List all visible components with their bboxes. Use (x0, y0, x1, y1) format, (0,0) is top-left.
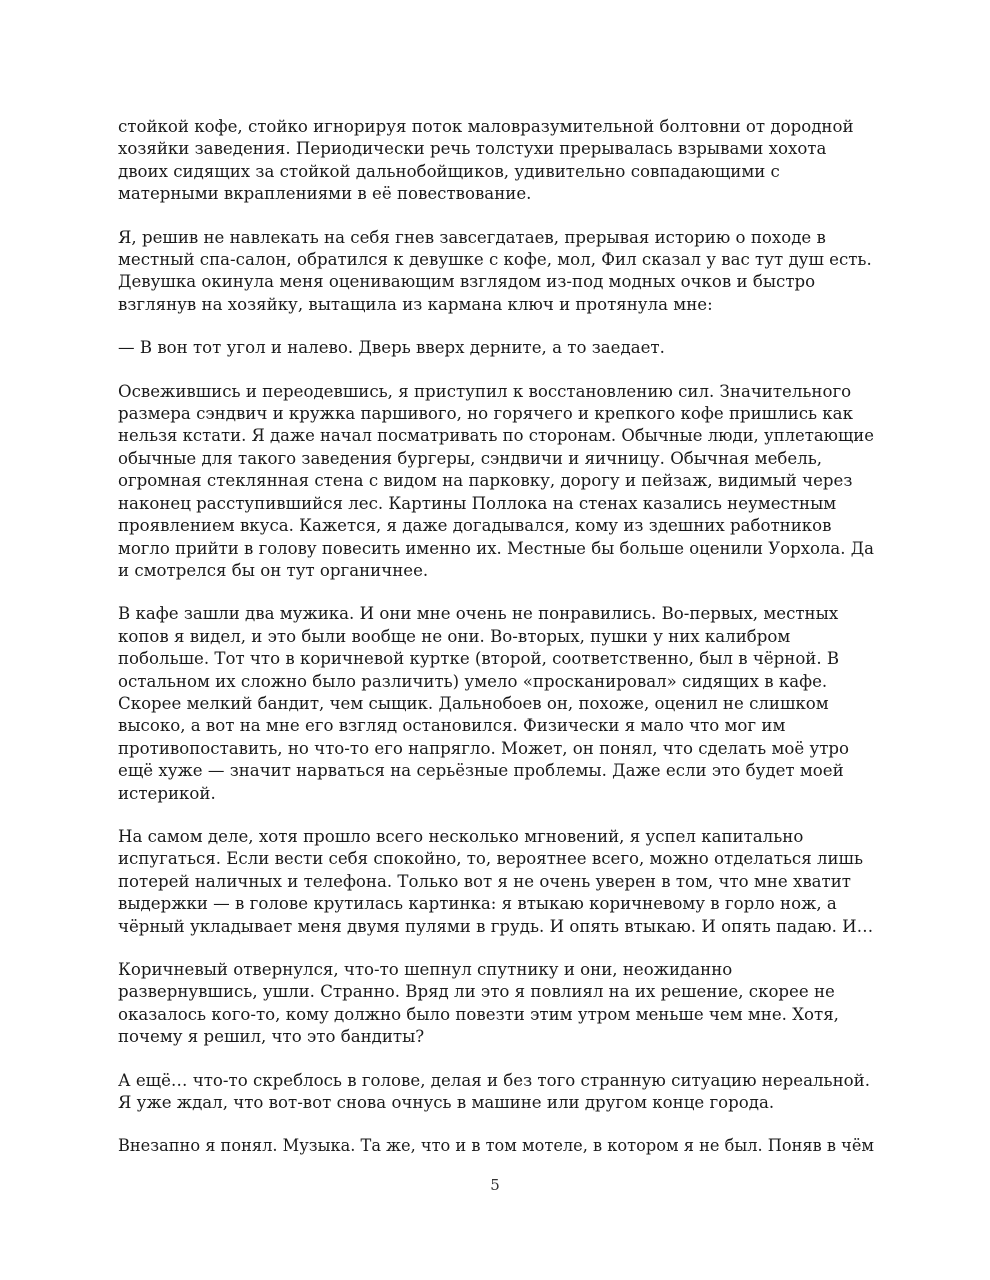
paragraph (118, 381, 874, 583)
text-line: обычные для такого заведения бургеры, сэндвичи и яичницу. Обычная мебель, (118, 448, 823, 468)
paragraph (118, 1135, 874, 1157)
text-line: Я уже ждал, что вот-вот снова очнусь в машине или другом конце города. (118, 1093, 775, 1113)
paragraph (118, 826, 874, 938)
text-line: Девушка окинула меня оценивающим взглядом из-под модных очков и быстро (118, 272, 816, 292)
text-line: чёрный укладывает меня двумя пулями в грудь. И опять втыкаю. И опять падаю. И… (118, 916, 874, 936)
text-line: Скорее мелкий бандит, чем сыщик. Дальнобоев он, похоже, оценил не слишком (118, 693, 829, 713)
text-line: размера сэндвич и кружка паршивого, но горячего и крепкого кофе пришлись как (118, 404, 853, 424)
text-line: хозяйки заведения. Периодически речь толстухи прерывалась взрывами хохота (118, 139, 827, 159)
text-line: наконец расступившийся лес. Картины Поллока на стенах казались неуместным (118, 493, 837, 513)
text-line: матерными вкраплениями в её повествование. (118, 184, 532, 204)
text-line: Освежившись и переодевшись, я приступил к восстановлению сил. Значительного (118, 381, 852, 401)
text-line: потерей наличных и телефона. Только вот я не очень уверен в том, что мне хватит (118, 871, 851, 891)
text-line: Я, решив не навлекать на себя гнев завсегдатаев, прерывая историю о походе в (118, 227, 826, 247)
paragraph (118, 1070, 874, 1115)
text-line: могло прийти в голову повесить именно их. Местные бы больше оценили Уорхола. Да (118, 538, 875, 558)
text-line: высоко, а вот на мне его взгляд остановился. Физически я мало что мог им (118, 716, 786, 736)
text-line: стойкой кофе, стойко игнорируя поток маловразумительной болтовни от дородной (118, 117, 854, 136)
paragraph (118, 227, 874, 317)
text-line: В кафе зашли два мужика. И они мне очень не понравились. Во-первых, местных (118, 604, 839, 624)
paragraph (118, 959, 874, 1049)
text-line: На самом деле, хотя прошло всего несколько мгновений, я успел капитально (118, 826, 804, 846)
paragraph (118, 337, 874, 359)
text-line: А ещё… что-то скреблось в голове, делая и без того странную ситуацию нереальной. (118, 1070, 870, 1090)
text-line: ещё хуже — значит нарваться на серьёзные проблемы. Даже если это будет моей (118, 761, 844, 781)
text-line: огромная стеклянная стена с видом на парковку, дорогу и пейзаж, видимый через (118, 471, 853, 491)
text-line: побольше. Тот что в коричневой куртке (второй, соответственно, был в чёрной. В (118, 649, 840, 669)
text-line: Коричневый отвернулся, что-то шепнул спутнику и они, неожиданно (118, 960, 733, 979)
body-text (118, 116, 874, 1179)
text-line: местный спа-салон, обратился к девушке с кофе, мол, Фил сказал у вас тут душ есть. (118, 250, 872, 270)
page-number: 5 (490, 1176, 500, 1194)
text-line: двоих сидящих за стойкой дальнобойщиков, удивительно совпадающими с (118, 161, 780, 181)
text-line: развернувшись, ушли. Странно. Вряд ли это я повлиял на их решение, скорее не (118, 982, 835, 1002)
paragraph (118, 116, 874, 206)
text-line: противопоставить, но что-то его напрягло. Может, он понял, что сделать моё утро (118, 738, 850, 758)
text-line: почему я решил, что это бандиты? (118, 1027, 425, 1047)
text-line: оказалось кого-то, кому должно было повезти этим утром меньше чем мне. Хотя, (118, 1004, 839, 1024)
text-line: и смотрелся бы он тут органичнее. (118, 560, 429, 580)
text-line: выдержки — в голове крутилась картинка: я втыкаю коричневому в горло нож, а (118, 894, 837, 914)
text-line: Внезапно я понял. Музыка. Та же, что и в том мотеле, в котором я не был. Поняв в чём (118, 1136, 875, 1156)
text-line: нельзя кстати. Я даже начал посматривать по сторонам. Обычные люди, уплетающие (118, 426, 874, 446)
paragraph (118, 603, 874, 805)
text-line: — В вон тот угол и налево. Дверь вверх дерните, а то заедает. (118, 338, 665, 358)
text-line: остальном их сложно было различить) умело «просканировал» сидящих в кафе. (118, 671, 828, 691)
text-line: испугаться. Если вести себя спокойно, то, вероятнее всего, можно отделаться лишь (118, 849, 864, 869)
text-line: проявлением вкуса. Кажется, я даже догадывался, кому из здешних работников (118, 516, 832, 536)
text-line: взглянув на хозяйку, вытащила из кармана ключ и протянула мне: (118, 294, 713, 314)
text-line: истерикой. (118, 783, 216, 803)
text-line: копов я видел, и это были вообще не они. Во-вторых, пушки у них калибром (118, 626, 791, 646)
